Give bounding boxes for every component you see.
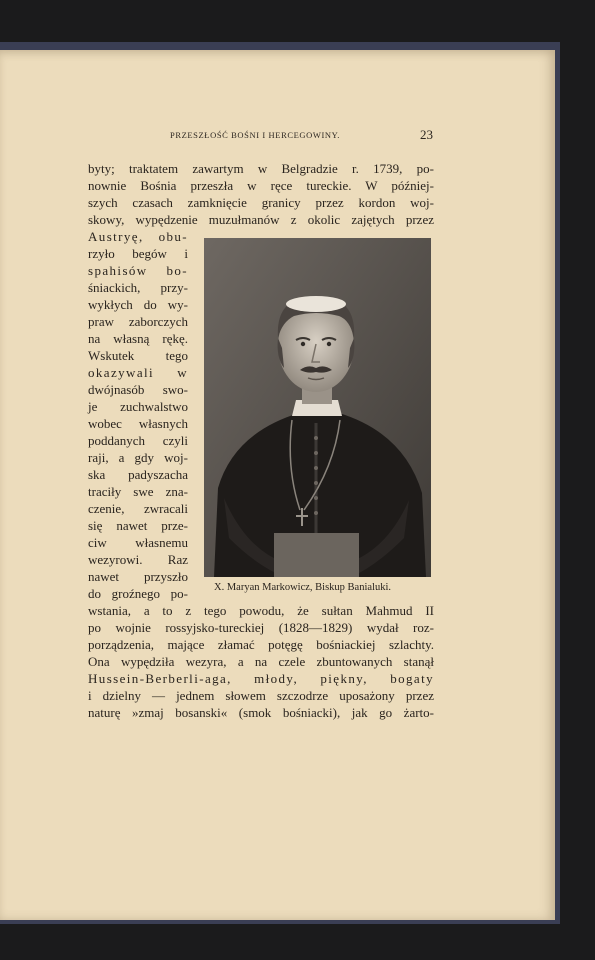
text-line: porządzenia, mające złamać potęgę bośniackiej szlachty. [88, 637, 434, 652]
bishop-portrait-image [204, 238, 431, 577]
text-line: nownie Bośnia przeszła w ręce tureckie. W później- [88, 178, 434, 193]
text-line: je zuchwalstwo [88, 399, 188, 414]
page-number: 23 [420, 127, 433, 142]
text-line: śniackich, przy- [88, 280, 188, 295]
text-line: byty; traktatem zawartym w Belgradzie r. 1739, po- [88, 161, 434, 176]
text-line: Hussein-Berberli-aga, młody, piękny, bogaty [88, 671, 434, 686]
text-line: i dzielny — jednem słowem szczodrze uposażony przez [88, 688, 434, 703]
text-line: nawet przyszło [88, 569, 188, 584]
text-line: szych czasach zamknięcie granicy przez kordon woj- [88, 195, 434, 210]
text-line: po wojnie rossyjsko-tureckiej (1828—1829) wydał roz- [88, 620, 434, 635]
text-line: na własną rękę. [88, 331, 188, 346]
text-line: okazywali w [88, 365, 188, 380]
text-line: rzyło begów i [88, 246, 188, 261]
text-line: dwójnasób swo- [88, 382, 188, 397]
portrait-illustration [204, 238, 431, 577]
text-line: naturę »zmaj bosanski« (smok bośniacki), jak go żarto- [88, 705, 434, 720]
text-line: Austryę, obu- [88, 229, 188, 244]
running-title: PRZESZŁOŚĆ BOŚNI I HERCEGOWINY. [170, 130, 341, 140]
text-line: wezyrowi. Raz [88, 552, 188, 567]
text-line: raji, a gdy woj- [88, 450, 188, 465]
text-line: ciw własnemu [88, 535, 188, 550]
text-line: spahisów bo- [88, 263, 188, 278]
text-line: praw zaborczych [88, 314, 188, 329]
text-line: wobec własnych [88, 416, 188, 431]
running-header [170, 127, 433, 142]
text-line: się nawet prze- [88, 518, 188, 533]
text-line: Ona wypędziła wezyra, a na czele zbuntowanych stanął [88, 654, 434, 669]
text-line: wykłych do wy- [88, 297, 188, 312]
text-line: Wskutek tego [88, 348, 188, 363]
text-line: traciły swe zna- [88, 484, 188, 499]
text-line: do groźnego po- [88, 586, 188, 601]
text-line: ska padyszacha [88, 467, 188, 482]
figure-caption: X. Maryan Markowicz, Biskup Banialuki. [214, 582, 392, 593]
text-line: poddanych czyli [88, 433, 188, 448]
text-line: wstania, a to z tego powodu, że sułtan Mahmud II [88, 603, 434, 618]
text-line: czenie, zwracali [88, 501, 188, 516]
text-line: skowy, wypędzenie muzułmanów z okolic zajętych przez [88, 212, 434, 227]
